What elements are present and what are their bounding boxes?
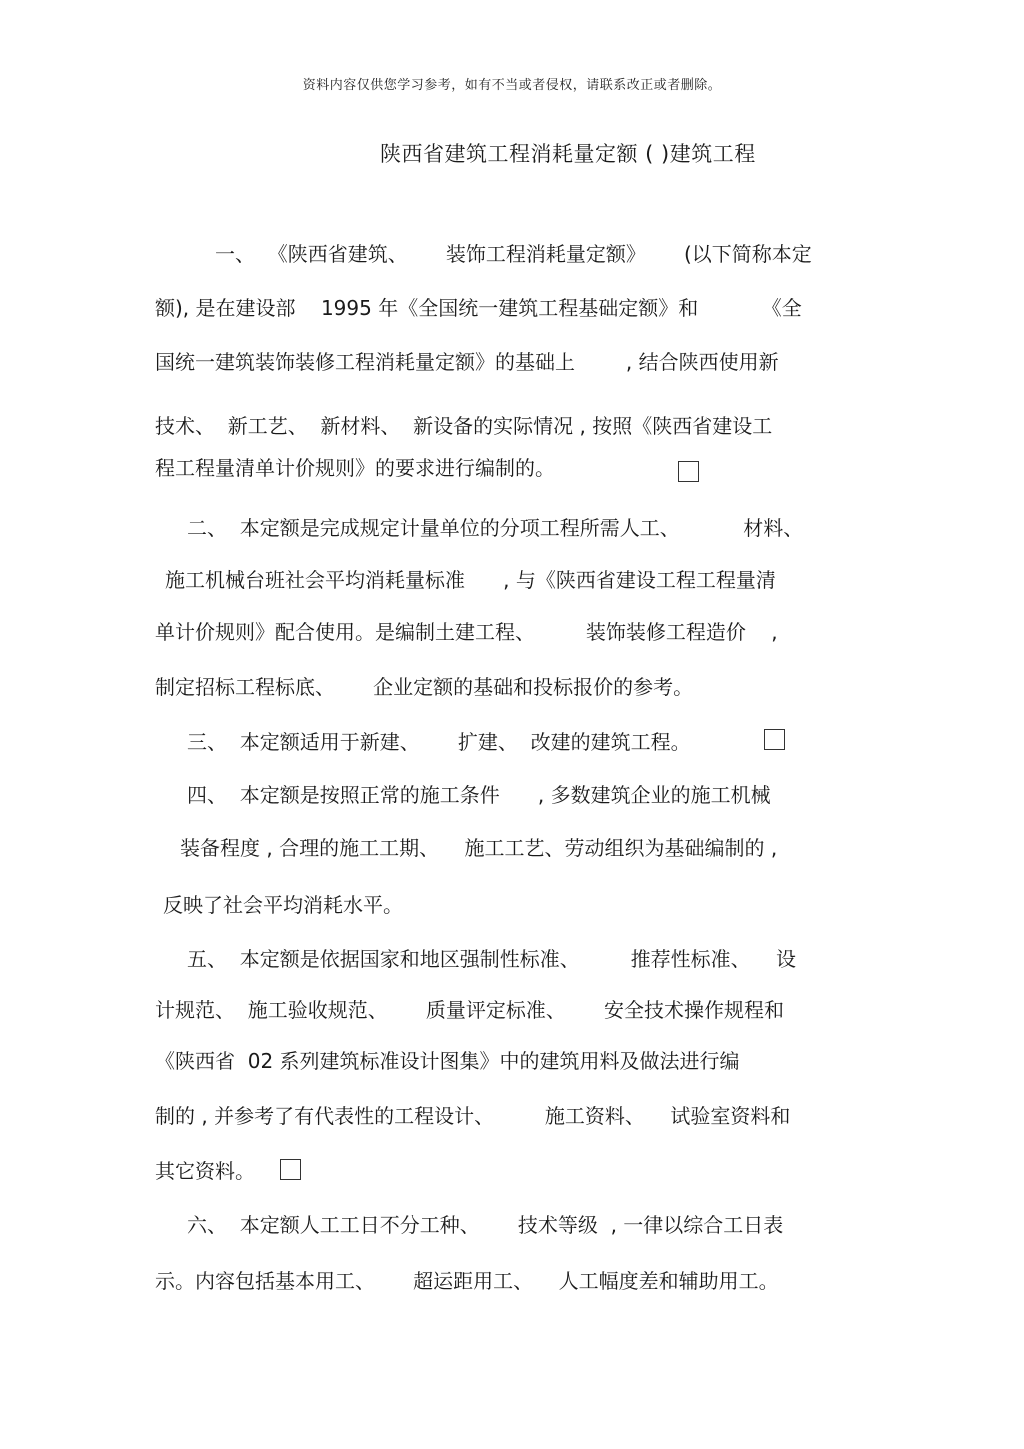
paragraph-5-line-4: 制的 , 并参考了有代表性的工程设计、 施工资料、 试验室资料和 <box>155 1104 791 1128</box>
paragraph-1-line-3: 国统一建筑装饰装修工程消耗量定额》的基础上 , 结合陕西使用新 <box>155 350 779 374</box>
paragraph-6-line-1: 六、 本定额人工工日不分工种、 技术等级 , 一律以综合工日表 <box>187 1213 784 1237</box>
paragraph-1-line-5: 程工程量清单计价规则》的要求进行编制的。 <box>155 456 555 480</box>
paragraph-2-line-3: 单计价规则》配合使用。是编制土建工程、 装饰装修工程造价 , <box>155 620 778 644</box>
paragraph-4-line-2: 装备程度 , 合理的施工工期、 施工工艺、劳动组织为基础编制的 , <box>180 836 778 860</box>
paragraph-5-line-1: 五、 本定额是依据国家和地区强制性标准、 推荐性标准、 设 <box>187 947 797 971</box>
paragraph-1-line-2: 额), 是在建设部 1995 年《全国统一建筑工程基础定额》和 《全 <box>155 296 802 320</box>
paragraph-5-line-2: 计规范、 施工验收规范、 质量评定标准、 安全技术操作规程和 <box>155 998 785 1022</box>
document-title: 陕西省建筑工程消耗量定额 ( )建筑工程 <box>380 142 756 166</box>
paragraph-4-line-1: 四、 本定额是按照正常的施工条件 , 多数建筑企业的施工机械 <box>187 783 771 807</box>
paragraph-1-line-1: 一、 《陕西省建筑、 装饰工程消耗量定额》 (以下简称本定 <box>215 242 812 266</box>
checkbox-1[interactable] <box>678 461 699 482</box>
paragraph-5-line-5: 其它资料。 <box>155 1159 255 1183</box>
checkbox-2[interactable] <box>764 729 785 750</box>
paragraph-4-line-3: 反映了社会平均消耗水平。 <box>163 893 403 917</box>
paragraph-2-line-2: 施工机械台班社会平均消耗量标准 , 与《陕西省建设工程工程量清 <box>165 568 776 592</box>
paragraph-6-line-2: 示。内容包括基本用工、 超运距用工、 人工幅度差和辅助用工。 <box>155 1269 779 1293</box>
checkbox-3[interactable] <box>280 1159 301 1180</box>
paragraph-2-line-1: 二、 本定额是完成规定计量单位的分项工程所需人工、 材料、 <box>187 516 804 540</box>
paragraph-5-line-3: 《陕西省 02 系列建筑标准设计图集》中的建筑用料及做法进行编 <box>155 1049 740 1073</box>
paragraph-3-line-1: 三、 本定额适用于新建、 扩建、 改建的建筑工程。 <box>187 730 691 754</box>
paragraph-2-line-4: 制定招标工程标底、 企业定额的基础和投标报价的参考。 <box>155 675 694 699</box>
header-note: 资料内容仅供您学习参考，如有不当或者侵权，请联系改正或者删除。 <box>302 78 722 93</box>
paragraph-1-line-4: 技术、 新工艺、 新材料、 新设备的实际情况 , 按照《陕西省建设工 <box>155 414 773 438</box>
